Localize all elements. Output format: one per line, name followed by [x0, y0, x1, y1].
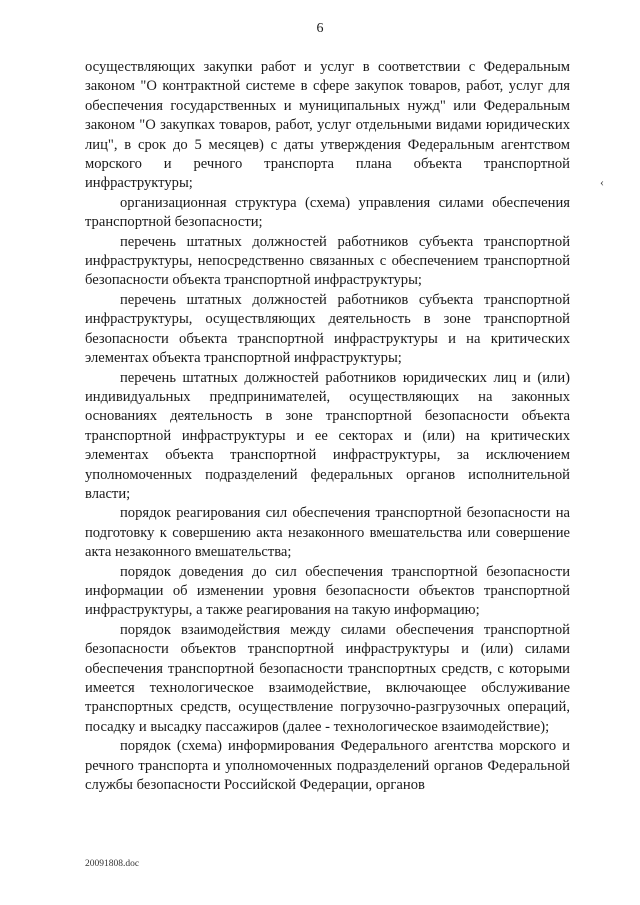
paragraph-informing-procedure: порядок (схема) информирования Федерального агентства морского и речного транспорта и уполномоченных подразделений органов Федеральной службы безопасности Российской Федерации, органов	[85, 738, 570, 794]
paragraph-staff-list-direct: перечень штатных должностей работников субъекта транспортной инфраструктуры, непосредственно связанных с обеспечением транспортной безопасности объекта транспортной инфраструктуры;	[85, 233, 570, 289]
paragraph-notification-procedure: порядок доведения до сил обеспечения транспортной безопасности информации об изменении уровня безопасности объектов транспортной инфраструктуры, а также реагирования на такую информацию;	[85, 563, 570, 619]
paragraph-continuation: осуществляющих закупки работ и услуг в соответствии с Федеральным законом "О контрактной системе в сфере закупок товаров, работ, услуг для обеспечения государственных и муниципальных нужд" или Федеральным законом "О закупках товаров, работ, услуг отдельными видами юридических лиц", в срок до 5 месяцев) с даты утверждения Федеральным агентством морского и речного транспорта плана объекта транспортной инфраструктуры;	[85, 59, 570, 192]
paragraph-response-procedure: порядок реагирования сил обеспечения транспортной безопасности на подготовку к совершению акта незаконного вмешательства или совершение акта незаконного вмешательства;	[85, 505, 570, 561]
page-number: 6	[316, 21, 324, 36]
paragraph-interaction-procedure: порядок взаимодействия между силами обеспечения транспортной безопасности объектов транспортной инфраструктуры и (или) силами обеспечения транспортной безопасности транспортных средств, с которыми имеется технологическое взаимодействие, включающее обслуживание транспортных средств, осуществление погрузочно-разгрузочных операций, посадку и высадку пассажиров (далее - технологическое взаимодействие);	[85, 621, 570, 735]
paragraph-org-structure: организационная структура (схема) управления силами обеспечения транспортной безопасности;	[85, 194, 570, 231]
document-body	[85, 58, 570, 795]
margin-mark: ‹	[600, 175, 604, 189]
paragraph-staff-list-legal-entities: перечень штатных должностей работников юридических лиц и (или) индивидуальных предпринимателей, осуществляющих на законных основаниях деятельность в зоне транспортной безопасности объекта транспортной инфраструктуры и ее секторах и (или) на критических элементах объекта транспортной инфраструктуры, за исключением уполномоченных подразделений федеральных органов исполнительной власти;	[85, 369, 570, 502]
paragraph-staff-list-zone: перечень штатных должностей работников субъекта транспортной инфраструктуры, осуществляющих деятельность в зоне транспортной безопасности объекта транспортной инфраструктуры и на критических элементах объекта транспортной инфраструктуры;	[85, 291, 570, 367]
footer-file-code: 20091808.doc	[85, 859, 140, 869]
